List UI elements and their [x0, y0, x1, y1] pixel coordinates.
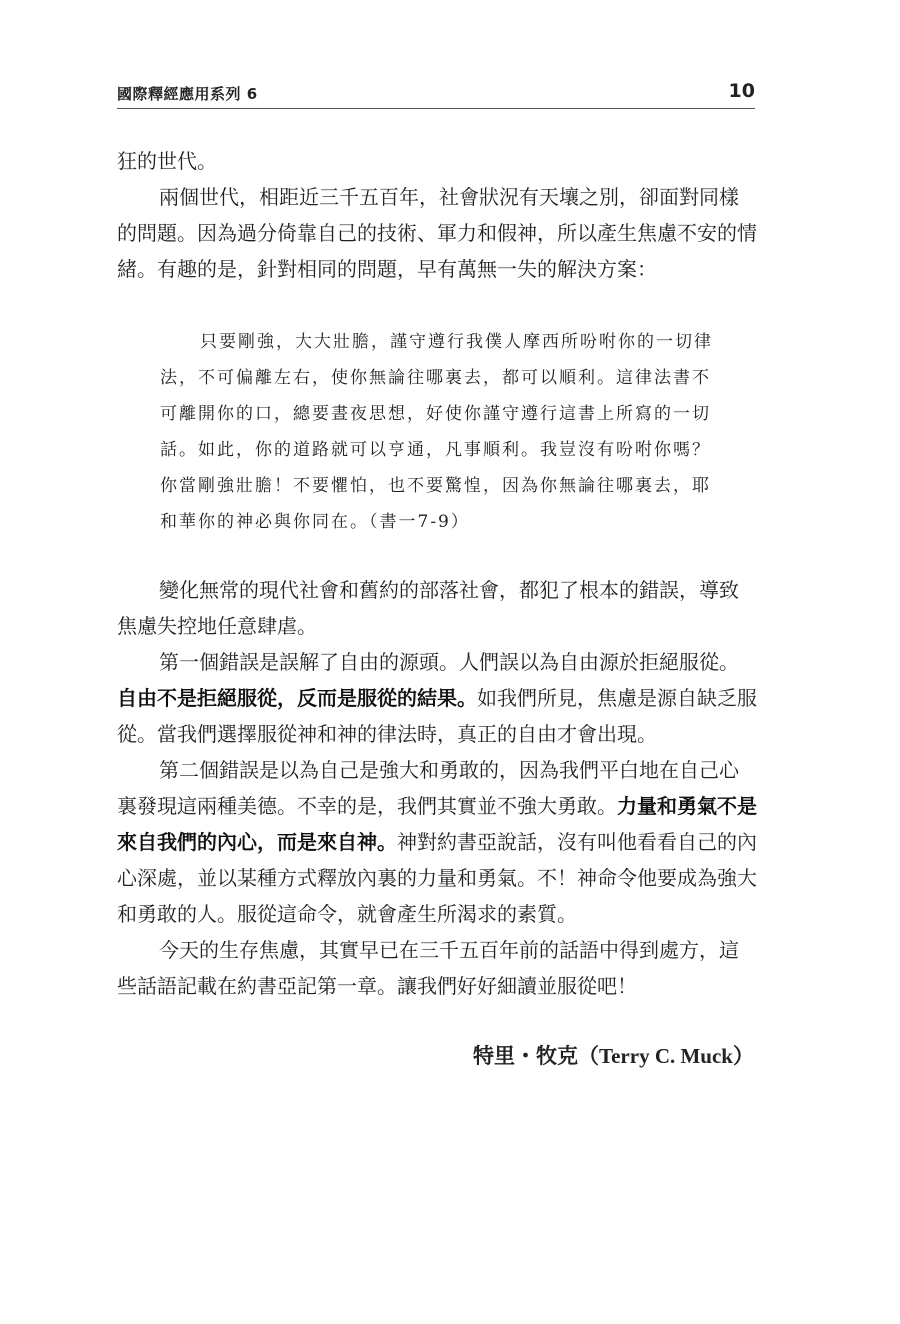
paragraph-2 [117, 644, 757, 752]
scripture-quote [160, 324, 720, 540]
paragraph-4: 今天的生存焦慮，其實早已在三千五百年前的話語中得到處方，這些話語記載在約書亞記第一章。讓我們好好細讀並服從吧！ [117, 938, 739, 998]
series-title: 國際釋經應用系列 6 [117, 85, 258, 103]
paragraph-1: 變化無常的現代社會和舊約的部落社會，都犯了根本的錯誤，導致焦慮失控地任意肆虐。 [117, 578, 739, 638]
paragraph-3-text-a: 第二個錯誤是以為自己是強大和勇敢的，因為我們平白地在自己心裏發現這兩種美德。不幸的是，我們其實並不強大勇敢。 [117, 758, 739, 818]
paragraph-2-text-b: 如我們所見，焦慮是源自缺乏服從。當我們選擇服從神和神的律法時，真正的自由才會出現。 [117, 686, 757, 746]
intro-paragraph: 兩個世代，相距近三千五百年，社會狀況有天壤之別，卻面對同樣的問題。因為過分倚靠自己的技術、軍力和假神，所以產生焦慮不安的情緒。有趣的是，針對相同的問題，早有萬無一失的解決方案： [117, 185, 757, 281]
intro-line: 狂的世代。 [117, 149, 217, 173]
author-name-chinese: 特里・牧克 [473, 1044, 579, 1068]
author-signature [473, 1040, 754, 1070]
paragraph-2-text-a: 第一個錯誤是誤解了自由的源頭。人們誤以為自由源於拒絕服從。 [159, 650, 739, 674]
quote-text: 只要剛強，大大壯膽，謹守遵行我僕人摩西所吩咐你的一切律法，不可偏離左右，使你無論往哪裏去，都可以順利。這律法書不可離開你的口，總要晝夜思想，好使你謹守遵行這書上所寫的一切話。如此，你的道路就可以亨通，凡事順利。我豈沒有吩咐你嗎？你當剛強壯膽！不要懼怕，也不要驚惶，因為你無論往哪裏去，耶和華你的神必與你同在。（書一7-9） [160, 332, 713, 532]
intro-section [117, 143, 757, 287]
author-name-latin: （Terry C. Muck） [578, 1044, 754, 1068]
main-body [117, 572, 757, 1004]
paragraph-3-emphasis: 力量和勇氣不是來自我們的內心，而是來自神。 [117, 794, 757, 854]
paragraph-3-text-b: 神對約書亞說話，沒有叫他看看自己的內心深處，並以某種方式釋放內裏的力量和勇氣。不！神命令他要成為強大和勇敢的人。服從這命令，就會產生所渴求的素質。 [117, 830, 757, 926]
running-header [117, 80, 755, 109]
paragraph-2-emphasis: 自由不是拒絕服從，反而是服從的結果。 [117, 686, 477, 710]
page-number: 10 [728, 80, 755, 102]
paragraph-3 [117, 752, 757, 932]
